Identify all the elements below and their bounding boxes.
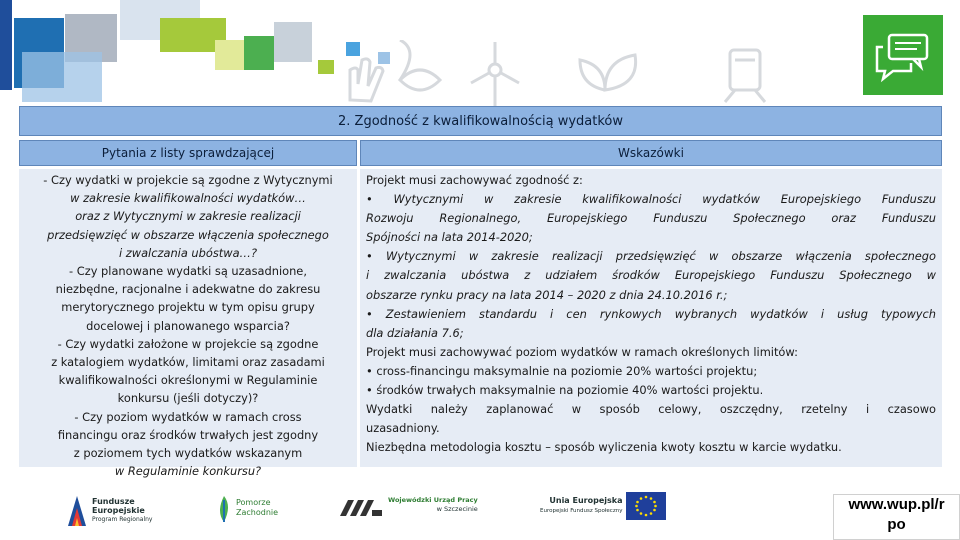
logo-line: Wojewódzki Urząd Pracy bbox=[388, 496, 478, 504]
url-line: po bbox=[887, 516, 906, 533]
deco-square bbox=[22, 52, 102, 102]
hint-line: Wydatki należy zaplanować w sposób celowy, oszczędny, rzetelny i czasowo bbox=[366, 402, 936, 417]
url-line: www.wup.pl/r bbox=[848, 496, 945, 513]
hand-icon bbox=[350, 59, 383, 101]
hint-line: Rozwoju Regionalnego, Europejskiego Funduszu Społecznego oraz Funduszu bbox=[366, 211, 936, 226]
hint-line: dla działania 7.6; bbox=[366, 325, 464, 340]
hint-line: • Wytycznymi w zakresie kwalifikowalności wydatków Europejskiego Funduszu bbox=[366, 192, 936, 207]
question-line: w Regulaminie konkursu? bbox=[114, 464, 262, 479]
logo-line: Unia Europejska bbox=[549, 496, 623, 505]
question-line: w zakresie kwalifikowalności wydatków… bbox=[70, 191, 306, 206]
questions-cell bbox=[19, 169, 357, 479]
hints-cell bbox=[360, 169, 942, 467]
pomorze-logo-icon bbox=[216, 492, 232, 524]
question-line: - Czy wydatki w projekcie są zgodne z Wytycznymi bbox=[43, 173, 333, 187]
train-icon bbox=[725, 50, 765, 102]
plant-icon bbox=[400, 40, 440, 90]
deco-square bbox=[215, 40, 245, 70]
logo-line: Zachodnie bbox=[236, 508, 279, 517]
logo-wup-szczecin bbox=[338, 492, 478, 518]
wup-logo-icon bbox=[338, 492, 384, 518]
hint-line: Spójności na lata 2014-2020; bbox=[366, 230, 533, 245]
question-line: - Czy wydatki założone w projekcie są zgodne bbox=[57, 336, 319, 351]
question-line: niezbędne, racjonalne i adekwatne do zakresu bbox=[55, 282, 321, 297]
hint-line: • Wytycznymi w zakresie realizacji przedsięwzięć w obszarze włączenia społecznego bbox=[366, 249, 936, 264]
wind-turbine-icon bbox=[471, 42, 519, 106]
header-icons bbox=[320, 40, 840, 110]
hint-line: i zwalczania ubóstwa z udziałem środków Europejskiego Funduszu Społecznego w bbox=[366, 268, 936, 283]
question-line: kwalifikowalności określonymi w Regulaminie bbox=[58, 373, 318, 388]
deco-square bbox=[274, 22, 312, 62]
logo-line: w Szczecinie bbox=[436, 505, 478, 513]
question-line: z poziomem tych wydatków wskazanym bbox=[73, 446, 303, 461]
hint-line: • środków trwałych maksymalnie na poziomie 40% wartości projektu. bbox=[366, 383, 764, 398]
table-title: 2. Zgodność z kwalifikowalnością wydatków bbox=[19, 106, 942, 136]
logo-line: Pomorze bbox=[236, 498, 271, 507]
eu-funds-logo-icon bbox=[66, 492, 88, 528]
question-line: przedsięwzięć w obszarze włączenia społecznego bbox=[47, 227, 329, 242]
hint-line: Projekt musi zachowywać zgodność z: bbox=[366, 173, 583, 187]
hint-line: • cross-financingu maksymalnie na poziomie 20% wartości projektu; bbox=[366, 363, 758, 378]
hint-line: obszarze rynku pracy na lata 2014 – 2020 z dnia 24.10.2016 r.; bbox=[366, 287, 728, 302]
hint-line: Projekt musi zachowywać poziom wydatków w ramach określonych limitów: bbox=[366, 344, 798, 359]
question-line: z katalogiem wydatków, limitami oraz zasadami bbox=[51, 355, 325, 370]
question-line: - Czy poziom wydatków w ramach cross bbox=[74, 409, 302, 424]
logo-fundusze-europejskie bbox=[66, 492, 152, 528]
logo-line: Program Regionalny bbox=[92, 515, 153, 523]
logo-line: Europejskie bbox=[92, 505, 145, 515]
logo-line: Fundusze bbox=[92, 496, 135, 506]
logo-line: Europejski Fundusz Społeczny bbox=[540, 508, 623, 514]
logo-unia-europejska bbox=[540, 492, 666, 520]
eu-flag-icon bbox=[626, 492, 666, 520]
hint-line: Niezbędna metodologia kosztu – sposób wyliczenia kwoty kosztu w karcie wydatku. bbox=[366, 440, 842, 455]
column-header-hints: Wskazówki bbox=[360, 140, 942, 166]
question-line: konkursu (jeśli dotyczy)? bbox=[117, 391, 259, 406]
question-line: - Czy planowane wydatki są uzasadnione, bbox=[69, 264, 307, 279]
question-line: i zwalczania ubóstwa…? bbox=[119, 245, 257, 260]
chat-icon-box bbox=[863, 15, 943, 95]
hint-line: uzasadniony. bbox=[366, 421, 440, 436]
question-line: merytorycznego projektu w tym opisu grupy bbox=[61, 300, 315, 315]
chat-bubbles-icon bbox=[863, 15, 943, 95]
website-url[interactable] bbox=[833, 494, 960, 540]
hint-line: • Zestawieniem standardu i cen rynkowych wybranych wydatków i usług typowych bbox=[366, 306, 936, 321]
deco-square bbox=[244, 36, 274, 70]
question-line: docelowej i planowanego wsparcia? bbox=[86, 318, 290, 333]
leaf-icon bbox=[580, 55, 636, 90]
deco-square bbox=[0, 0, 12, 90]
column-header-questions: Pytania z listy sprawdzającej bbox=[19, 140, 357, 166]
question-line: financingu oraz środków trwałych jest zgodny bbox=[57, 427, 319, 442]
question-line: oraz z Wytycznymi w zakresie realizacji bbox=[75, 209, 301, 224]
logo-pomorze-zachodnie bbox=[216, 492, 278, 524]
